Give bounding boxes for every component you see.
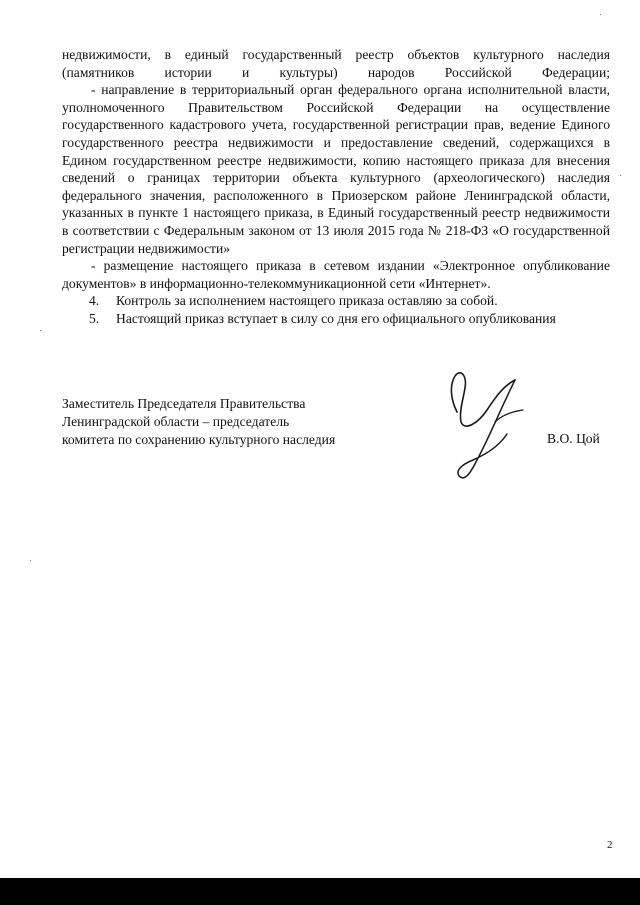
handwritten-signature <box>437 360 547 490</box>
list-item-text: Контроль за исполнением настоящего приказа оставляю за собой. <box>116 293 498 309</box>
list-item-text: Настоящий приказ вступает в силу со дня его официального опубликования <box>116 310 556 326</box>
signatory-position-line: Ленинградской области – председатель <box>62 414 290 429</box>
scan-speck <box>30 560 31 561</box>
scan-edge-bar <box>0 878 640 905</box>
scan-speck <box>620 175 621 176</box>
signatory-position <box>62 395 335 449</box>
signatory-name: В.О. Цой <box>547 431 600 446</box>
signatory-position-line: Заместитель Председателя Правительства <box>62 396 306 411</box>
list-item-control <box>62 292 610 310</box>
list-item-effective <box>62 310 610 328</box>
paragraph-publication: - размещение настоящего приказа в сетевом издании «Электронное опубликование документов» в информационно-телекоммуникационной сети «Интернет». <box>62 258 610 291</box>
signatory-position-line: комитета по сохранению культурного наследия <box>62 432 336 447</box>
scan-speck <box>600 14 601 15</box>
list-item-number: 4. <box>89 293 100 309</box>
list-item-number: 5. <box>89 310 100 326</box>
document-body <box>62 46 610 328</box>
scan-speck <box>40 330 41 331</box>
paragraph-registry-submission: - направление в территориальный орган федерального органа исполнительной власти, уполномоченного Правительством Российской Федерации на осуществление государственного кадастрового учета, государственной регистрации прав, ведение Единого государственного реестра недвижимости и предоставление сведений, содержащихся в Едином государственном реестре недвижимости, копию настоящего приказа для внесения сведений о границах территории объекта культурного (археологического) наследия федерального значения, расположенного в Приозерском районе Ленинградской области, указанных в пункте 1 настоящего приказа, в Единый государственный реестр недвижимости в соответствии с Федеральным законом от 13 июля 2015 года № 218-ФЗ «О государственной регистрации недвижимости» <box>62 82 610 256</box>
page-number: 2 <box>607 839 613 851</box>
paragraph-continuation: недвижимости, в единый государственный реестр объектов культурного наследия (памятников истории и культуры) народов Российской Федерации; <box>62 47 610 80</box>
